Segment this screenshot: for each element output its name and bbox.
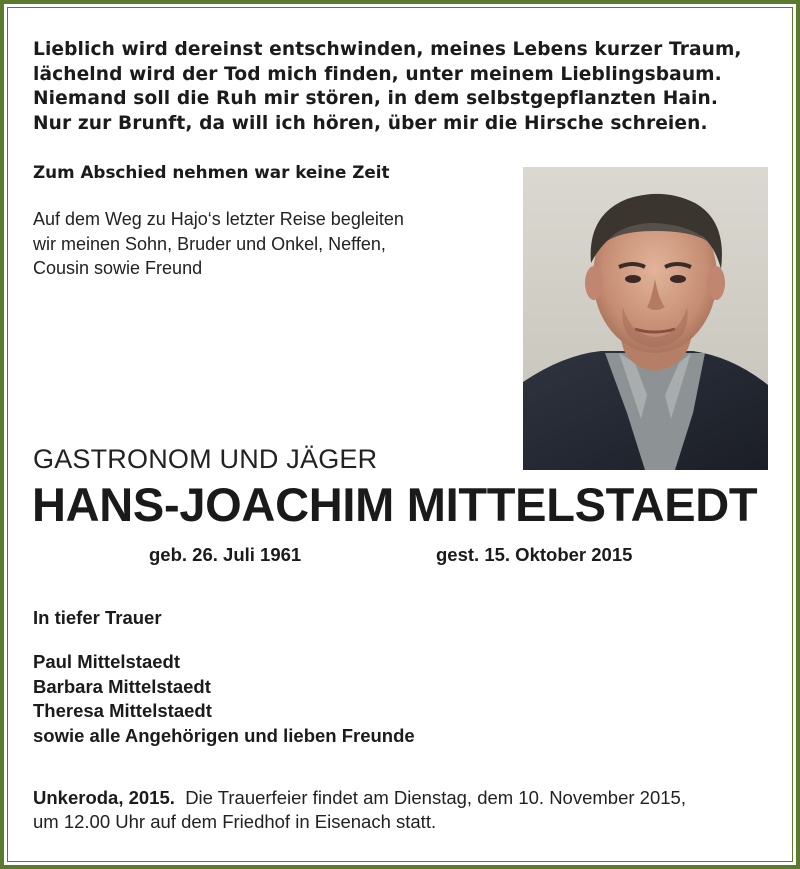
poem-line-4: Nur zur Brunft, da will ich hören, über mir die Hirsche schreien. [33, 112, 708, 134]
farewell-heading: Zum Abschied nehmen war keine Zeit [33, 162, 390, 182]
funeral-info: Die Trauerfeier findet am Dienstag, dem 10. November 2015, [185, 787, 686, 808]
profession-title: GASTRONOM UND JÄGER [33, 444, 378, 474]
deceased-name: HANS-JOACHIM MITTELSTAEDT [32, 478, 758, 531]
birth-date: geb. 26. Juli 1961 [149, 544, 302, 565]
funeral-notice [33, 786, 686, 834]
funeral-notice-line-1 [33, 786, 686, 810]
place-date: Unkeroda, 2015. [33, 787, 175, 808]
poem-line-1: Lieblich wird dereinst entschwinden, meines Lebens kurzer Traum, [33, 39, 742, 60]
mourner-relatives: sowie alle Angehörigen und lieben Freunde [33, 724, 415, 746]
journey-line-2: wir meinen Sohn, Bruder und Onkel, Neffen, [33, 233, 386, 254]
journey-text [33, 207, 404, 281]
mourner-name: Theresa Mittelstaedt [33, 700, 212, 721]
poem-line-3: Niemand soll die Ruh mir stören, in dem selbstgepflanzten Hain. [33, 88, 719, 110]
death-date: gest. 15. Oktober 2015 [436, 544, 633, 565]
funeral-notice-line-2: um 12.00 Uhr auf dem Friedhof in Eisenach statt. [33, 811, 437, 832]
poem-block [33, 38, 783, 136]
mourner-name: Barbara Mittelstaedt [33, 675, 211, 697]
journey-line-1: Auf dem Weg zu Hajo‘s letzter Reise begleiten [33, 209, 404, 229]
portrait-photo [523, 167, 768, 470]
mourners-list [33, 650, 415, 748]
mourning-heading: In tiefer Trauer [33, 607, 162, 628]
journey-line-3: Cousin sowie Freund [33, 258, 203, 278]
mourner-name: Paul Mittelstaedt [33, 651, 180, 672]
poem-line-2: lächelnd wird der Tod mich finden, unter meinem Lieblingsbaum. [33, 63, 722, 85]
